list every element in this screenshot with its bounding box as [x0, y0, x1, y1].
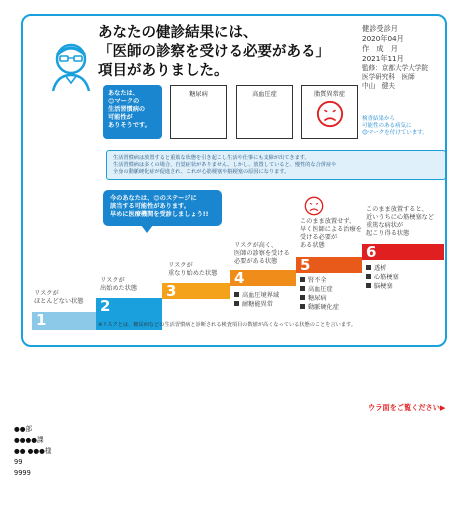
list-item: 高血圧境界域	[234, 291, 279, 300]
step-caption-line: リスクが	[168, 262, 193, 269]
list-item: 高血圧症	[300, 285, 339, 294]
step-4	[230, 270, 296, 286]
band-line: 生活習慣病は放置すると重篤な状態を引き起こし生活や仕事にも支障が出てきます。	[113, 155, 310, 161]
address-block	[14, 424, 51, 479]
step-caption-line: 出始めた状態	[100, 285, 138, 292]
step-3	[162, 283, 230, 299]
page-title	[98, 24, 352, 81]
step-number: 4	[234, 269, 245, 287]
step-caption-line: 医師の診察を受ける	[234, 250, 290, 257]
address-line: ●● ●●●様	[14, 447, 52, 455]
step-caption-line: 受ける必要が	[300, 234, 338, 241]
step-caption-line: このまま放置せず、	[300, 218, 356, 225]
step-caption-line: 起こり得る状態	[366, 230, 410, 237]
step-6-list	[366, 264, 399, 291]
footnote: ※リスクとは、糖尿病などの生活習慣病と診断される検査項目の数値が高くなっている状態のことを言います。	[98, 322, 357, 328]
possibility-line: 可能性が	[108, 114, 133, 121]
step-1	[32, 312, 96, 330]
step-caption-line: リスクが	[100, 277, 125, 284]
disease-box-dyslipidemia	[301, 85, 358, 139]
note-line: 可能性のある病気に	[362, 123, 412, 129]
disease-label: 脂質異常症	[314, 91, 345, 98]
explanation-band	[106, 150, 446, 180]
list-item: 動脈硬化症	[300, 303, 339, 312]
meta-label: 健診受診月	[362, 24, 398, 33]
stage-bubble	[103, 190, 222, 226]
possibility-line: ありそうです。	[108, 122, 151, 129]
step-6	[362, 244, 444, 260]
meta-value: 2020年04月	[362, 34, 404, 43]
step-caption-line: ほとんどない状態	[34, 298, 84, 305]
disease-label: 糖尿病	[189, 91, 208, 98]
list-item: 心筋梗塞	[366, 273, 399, 282]
list-item: 糖尿病	[300, 294, 339, 303]
step-1-caption	[34, 290, 84, 306]
step-caption-line: ある状態	[300, 242, 325, 249]
step-6-caption	[366, 206, 434, 238]
step-5-list	[300, 276, 339, 312]
step-3-caption	[168, 262, 218, 278]
stage-line: 今のあなたは、😊のステージに	[110, 195, 197, 202]
meta-supervisor: 監修：京都大学大学院	[362, 64, 428, 72]
address-line: 99	[14, 458, 23, 466]
stage-line: 早めに医療機関を受診しましょう!!	[110, 211, 209, 218]
step-caption-line: 重篤な病状が	[366, 222, 404, 229]
disease-box-diabetes	[170, 85, 227, 139]
step-2-caption	[100, 277, 137, 293]
stage-line: 該当する可能性があります。	[110, 203, 190, 210]
list-item: 脳梗塞	[366, 282, 399, 291]
list-item: 透析	[366, 264, 399, 273]
meta-label: 作 成 月	[362, 44, 398, 53]
step-number: 3	[166, 282, 177, 300]
meta-supervisor: 中山 健夫	[362, 82, 395, 90]
step-caption-line: 近いうちに心筋梗塞など	[366, 214, 435, 221]
step-4-caption	[234, 242, 290, 266]
band-line: 生活習慣病は多くの場合、自覚症状がありません。しかし、放置していると、慢性的な合併症や	[113, 162, 337, 168]
step-caption-line: リスクが	[34, 290, 59, 297]
possibility-line: 生活習慣病の	[108, 106, 146, 113]
list-item: 腎不全	[300, 276, 339, 285]
possibility-line: 😊マークの	[108, 98, 140, 105]
address-line: 9999	[14, 469, 31, 477]
see-back-link[interactable]: ウラ面をご覧ください▶	[368, 403, 446, 412]
title-line: 項目がありました。	[98, 63, 229, 79]
note-line: 検査結果から	[362, 116, 396, 122]
doctor-icon	[43, 37, 99, 93]
step-caption-line: このまま放置すると、	[366, 206, 428, 213]
list-item: 耐糖能異常	[234, 300, 279, 309]
note-line: 😊マークを付けています。	[362, 130, 428, 136]
step-4-list	[234, 291, 279, 309]
step-caption-line: 早く医師による治療を	[300, 226, 362, 233]
step-caption-line: リスクが高く、	[234, 242, 278, 249]
step-caption-line: 必要がある状態	[234, 258, 278, 265]
step-number: 5	[300, 256, 311, 274]
possibility-line: あなたは、	[108, 90, 139, 97]
step-5	[296, 257, 362, 273]
address-line: ●●●●課	[14, 436, 44, 444]
step-number: 6	[366, 243, 377, 261]
step-5-caption	[300, 218, 362, 250]
address-line: ●●部	[14, 425, 33, 433]
sad-face-icon	[316, 100, 344, 128]
title-line: あなたの健診結果には、	[98, 25, 258, 41]
disease-label: 高血圧症	[252, 91, 277, 98]
disease-box-hypertension	[236, 85, 293, 139]
meta-supervisor: 医学研究科 医師	[362, 73, 415, 81]
meta-info	[362, 24, 444, 91]
meta-value: 2021年11月	[362, 54, 404, 63]
step-number: 1	[36, 311, 47, 329]
band-line: 全身の動脈硬化症が促進され、これが心筋梗塞や脳梗塞の原因になります。	[113, 169, 290, 175]
sad-face-icon	[304, 196, 324, 216]
step-caption-line: 重なり始めた状態	[168, 270, 218, 277]
step-number: 2	[100, 297, 111, 315]
title-line: 「医師の診察を受ける必要がある」	[98, 44, 330, 60]
possibility-box	[103, 85, 162, 139]
note	[362, 116, 442, 137]
